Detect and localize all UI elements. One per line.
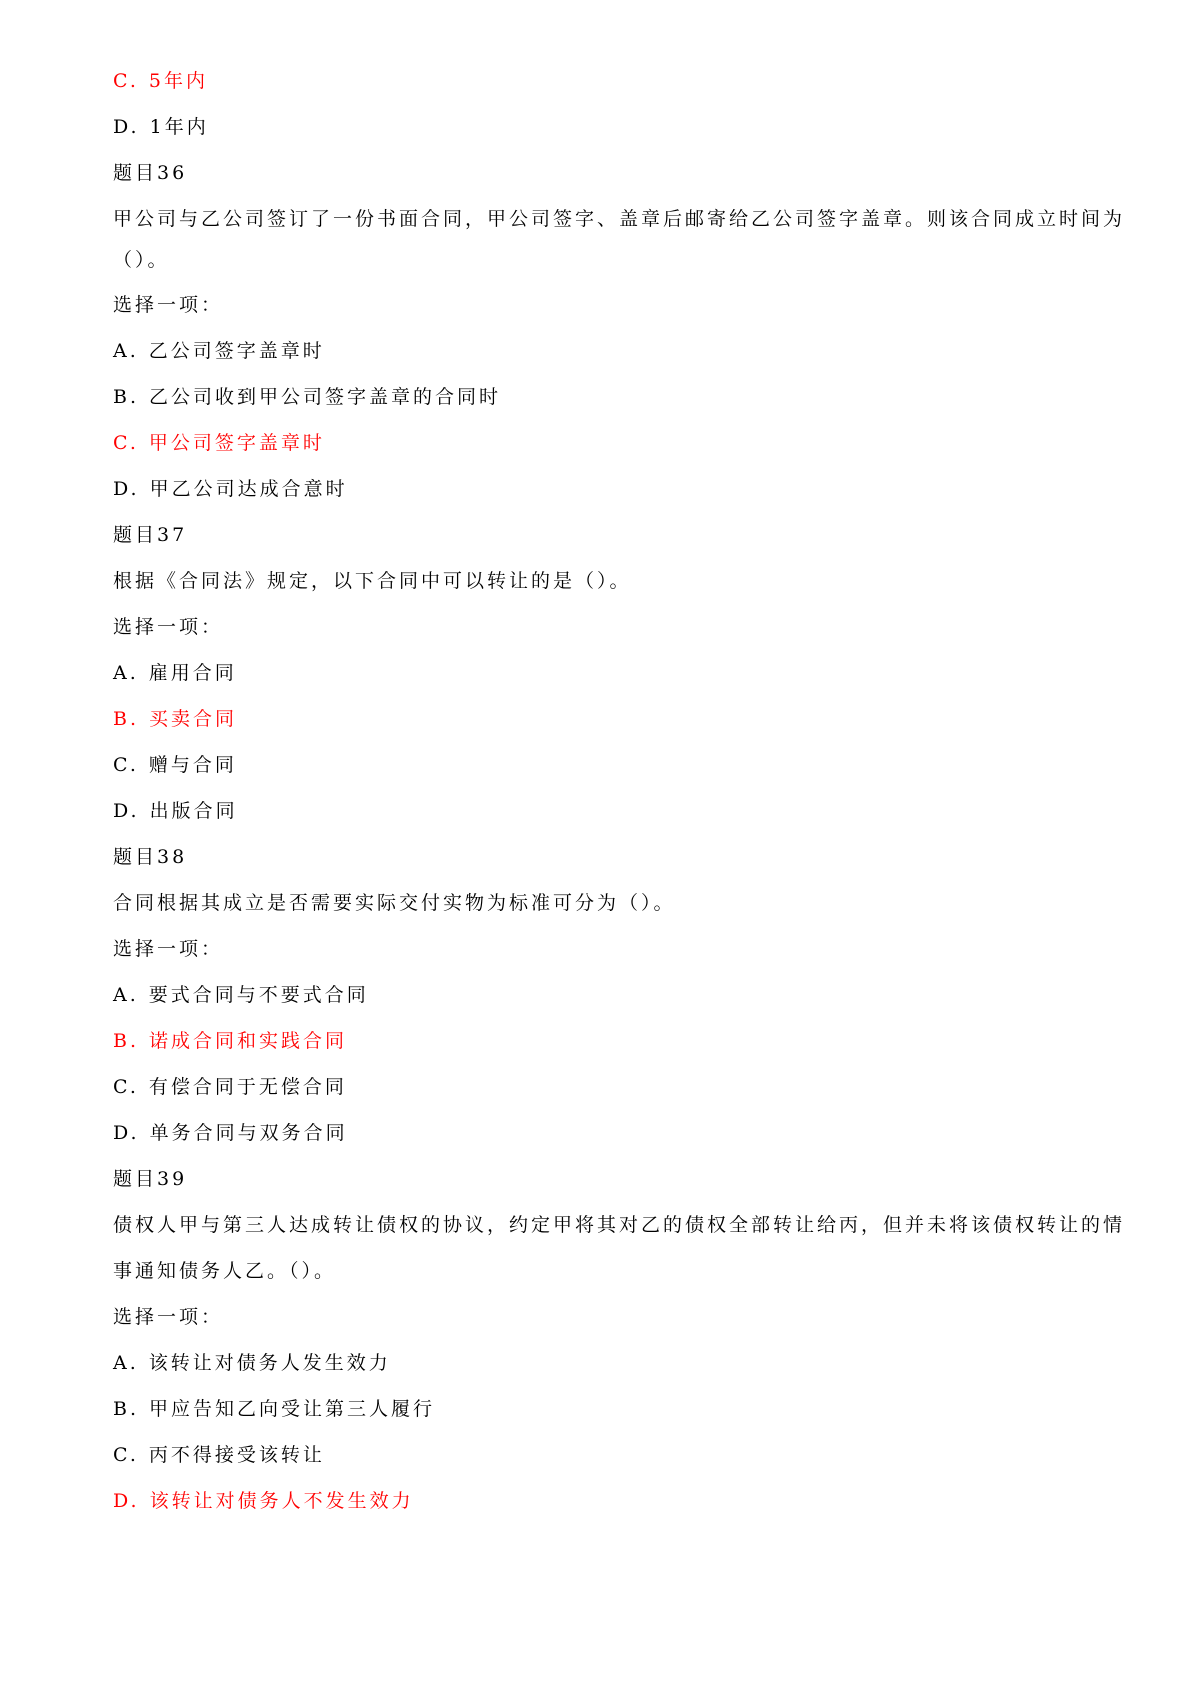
option-c-correct: C. 5年内 (113, 70, 208, 92)
option-c: C. 丙不得接受该转让 (113, 1444, 325, 1466)
question-stem-continued: 事通知债务人乙。（）。 (113, 1260, 337, 1282)
option-b-correct: B. 买卖合同 (113, 708, 238, 730)
choose-one-prompt: 选择一项： (113, 616, 224, 638)
option-c-correct: C. 甲公司签字盖章时 (113, 432, 325, 454)
option-d-correct: D. 该转让对债务人不发生效力 (113, 1490, 414, 1512)
option-b-correct: B. 诺成合同和实践合同 (113, 1030, 348, 1052)
option-a: A. 要式合同与不要式合同 (113, 984, 369, 1006)
option-d: D. 1年内 (113, 116, 209, 138)
choose-one-prompt: 选择一项： (113, 1306, 224, 1328)
option-a: A. 该转让对债务人发生效力 (113, 1352, 391, 1374)
question-title: 题目37 (113, 524, 188, 546)
choose-one-prompt: 选择一项： (113, 294, 224, 316)
choose-one-prompt: 选择一项： (113, 938, 224, 960)
question-stem: 合同根据其成立是否需要实际交付实物为标准可分为（）。 (113, 892, 676, 914)
option-c: C. 有偿合同于无偿合同 (113, 1076, 347, 1098)
option-d: D. 甲乙公司达成合意时 (113, 478, 348, 500)
question-stem: 债权人甲与第三人达成转让债权的协议，约定甲将其对乙的债权全部转让给丙，但并未将该债权转让的情 (113, 1214, 1126, 1236)
option-b: B. 甲应告知乙向受让第三人履行 (113, 1398, 436, 1420)
option-a: A. 雇用合同 (113, 662, 237, 684)
question-title: 题目36 (113, 162, 188, 184)
option-a: A. 乙公司签字盖章时 (113, 340, 325, 362)
question-title: 题目38 (113, 846, 188, 868)
question-stem: 甲公司与乙公司签订了一份书面合同，甲公司签字、盖章后邮寄给乙公司签字盖章。则该合同成立时间为 (113, 208, 1126, 230)
question-stem: 根据《合同法》规定，以下合同中可以转让的是（）。 (113, 570, 632, 592)
option-d: D. 单务合同与双务合同 (113, 1122, 348, 1144)
option-b: B. 乙公司收到甲公司签字盖章的合同时 (113, 386, 502, 408)
option-d: D. 出版合同 (113, 800, 238, 822)
question-title: 题目39 (113, 1168, 188, 1190)
option-c: C. 赠与合同 (113, 754, 237, 776)
question-stem-continued: （）。 (113, 249, 170, 271)
